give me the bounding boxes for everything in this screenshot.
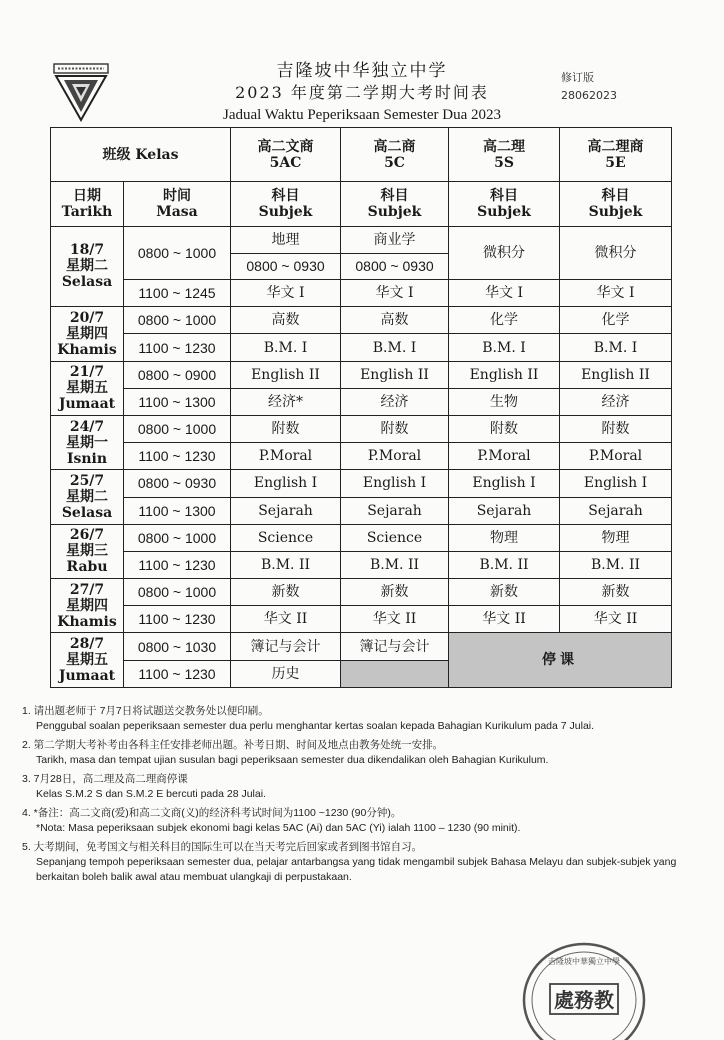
subject-cell: 簿记与会计 [231,633,341,660]
subject-cell: 新数 [560,579,672,606]
note-text-ms: Sepanjang tempoh peperiksaan semester dua, pelajar antarbangsa yang tidak mengambil subjek Bahasa Melayu dan subjek-subjek yang berkaitan boleh balik awal atau membuat ulangkaji di perpustakaan. [36,856,677,883]
note-item [22,704,712,734]
table-row [51,307,672,334]
subject-cell: 经济 [560,388,672,415]
subject-cell: B.M. II [231,551,341,578]
subject-cell: English I [231,470,341,497]
time-cell: 0800 ~ 1000 [124,415,231,442]
time-cell: 1100 ~ 1230 [124,660,231,687]
revision-code: 28062023 [561,89,617,102]
page-title: 2023 年度第二学期大考时间表 [235,83,489,102]
revision-label: 修订版 [561,71,594,84]
subject-cell: B.M. I [449,334,560,361]
table-row [51,551,672,578]
subject-cell: 簿记与会计 [341,633,449,660]
page-subtitle: Jadual Waktu Peperiksaan Semester Dua 2023 [222,107,502,123]
subject-cell: English I [560,470,672,497]
time-cell: 1100 ~ 1230 [124,606,231,633]
subject-cell: Sejarah [560,497,672,524]
subject-cell: English II [560,361,672,388]
table-row [51,606,672,633]
subject-cell: P.Moral [231,443,341,470]
note-text-zh: 5. 大考期间，免考国文与相关科目的国际生可以在当天考完后回家或者到图书馆自习。 [22,841,423,853]
subject-cell: 地理 [231,226,341,253]
day-cell: 20/7 星期四 Khamis [51,307,124,361]
subject-cell: 华文 II [231,606,341,633]
subject-cell: B.M. II [341,551,449,578]
subject-cell: Sejarah [231,497,341,524]
table-row [51,361,672,388]
subject-cell: Science [341,524,449,551]
subject-cell: 附数 [231,415,341,442]
time-cell: 0800 ~ 0930 [124,470,231,497]
subject-cell: 高数 [341,307,449,334]
note-text-ms: *Nota: Masa peperiksaan subjek ekonomi bagi kelas 5AC (Ai) dan 5AC (Yi) ialah 1100 – 1230 (90 minit). [36,822,521,834]
subject-cell: English II [231,361,341,388]
subject-header: 科目 Subjek [341,182,449,226]
time-cell: 1100 ~ 1245 [124,280,231,307]
day-cell: 27/7 星期四 Khamis [51,579,124,633]
table-row [51,579,672,606]
subject-cell: 附数 [560,415,672,442]
class-header-5e: 高二理商 5E [560,128,672,182]
exam-timetable [50,127,672,688]
table-row [51,226,672,253]
class-label: 班级 Kelas [51,128,231,182]
subject-cell: 物理 [449,524,560,551]
time-cell: 1100 ~ 1230 [124,551,231,578]
subject-cell: 新数 [231,579,341,606]
day-cell: 21/7 星期五 Jumaat [51,361,124,415]
table-row [51,443,672,470]
subject-cell: English I [341,470,449,497]
table-row [51,415,672,442]
subject-cell: Sejarah [341,497,449,524]
subject-cell: Sejarah [449,497,560,524]
subject-cell: 华文 I [231,280,341,307]
subject-cell: 经济* [231,388,341,415]
subject-cell: 新数 [341,579,449,606]
table-row [51,388,672,415]
time-header: 时间 Masa [124,182,231,226]
time-cell: 0800 ~ 1030 [124,633,231,660]
subject-cell: B.M. I [341,334,449,361]
time-cell: 1100 ~ 1300 [124,388,231,415]
subject-time-cell: 0800 ~ 0930 [231,253,341,279]
subject-cell: 物理 [560,524,672,551]
stamp-ring-text: 吉隆坡中華獨立中學 [548,957,620,966]
time-cell: 1100 ~ 1230 [124,334,231,361]
subject-cell: English II [449,361,560,388]
subject-cell: 附数 [341,415,449,442]
note-item [22,840,712,885]
subject-cell: 微积分 [449,226,560,279]
table-row [51,633,672,660]
note-text-zh: 4. *备注：高二文商(爱)和高二文商(义)的经济科考试时间为1100 ~1230 (90分钟)。 [22,807,402,819]
time-cell: 1100 ~ 1300 [124,497,231,524]
stamp-text: 處務教 [554,988,614,1012]
note-text-ms: Kelas S.M.2 S dan S.M.2 E bercuti pada 28 Julai. [36,788,266,800]
subject-cell: 商业学 [341,226,449,253]
note-item [22,806,712,836]
time-cell: 0800 ~ 0900 [124,361,231,388]
subject-cell: 附数 [449,415,560,442]
notes-section [22,704,712,889]
subject-cell: B.M. II [449,551,560,578]
note-text-ms: Tarikh, masa dan tempat ujian susulan bagi peperiksaan semester dua dikendalikan oleh Bahagian Kurikulum. [36,754,549,766]
class-off-cell: 停课 [449,633,672,688]
subject-cell: B.M. II [560,551,672,578]
subject-cell: English II [341,361,449,388]
subject-cell: 化学 [449,307,560,334]
table-row [51,524,672,551]
table-row [51,334,672,361]
note-item [22,772,712,802]
subject-cell: 华文 II [341,606,449,633]
subject-cell: 华文 I [449,280,560,307]
subject-time-cell: 0800 ~ 0930 [341,253,449,279]
note-item [22,738,712,768]
subject-cell: 华文 II [560,606,672,633]
day-cell: 18/7 星期二 Selasa [51,226,124,307]
subject-header: 科目 Subjek [231,182,341,226]
note-text-zh: 3. 7月28日，高二理及高二理商停课 [22,773,188,785]
subject-header: 科目 Subjek [449,182,560,226]
column-header-row [51,182,672,226]
subject-cell: B.M. I [231,334,341,361]
subject-cell: P.Moral [560,443,672,470]
subject-header: 科目 Subjek [560,182,672,226]
subject-cell: Science [231,524,341,551]
table-row [51,497,672,524]
subject-cell: 新数 [449,579,560,606]
day-cell: 26/7 星期三 Rabu [51,524,124,578]
note-text-zh: 1. 请出题老师于 7月7日将试题送交教务处以便印刷。 [22,705,269,717]
subject-cell: 微积分 [560,226,672,279]
class-header-5c: 高二商 5C [341,128,449,182]
office-stamp-icon [520,940,648,1040]
revision-block [561,69,617,105]
time-cell: 0800 ~ 1000 [124,579,231,606]
subject-cell: P.Moral [449,443,560,470]
subject-cell: English I [449,470,560,497]
subject-cell: 华文 I [341,280,449,307]
table-row [51,280,672,307]
subject-cell: 华文 I [560,280,672,307]
note-text-zh: 2. 第二学期大考补考由各科主任安排老师出题。补考日期、时间及地点由教务处统一安排。 [22,739,444,751]
subject-cell: 生物 [449,388,560,415]
class-header-5ac: 高二文商 5AC [231,128,341,182]
subject-cell: P.Moral [341,443,449,470]
day-cell: 24/7 星期一 Isnin [51,415,124,469]
day-cell: 25/7 星期二 Selasa [51,470,124,524]
subject-cell: 化学 [560,307,672,334]
time-cell: 0800 ~ 1000 [124,524,231,551]
time-cell: 0800 ~ 1000 [124,307,231,334]
date-header: 日期 Tarikh [51,182,124,226]
school-name: 吉隆坡中华独立中学 [276,61,448,81]
time-cell: 0800 ~ 1000 [124,226,231,279]
empty-cell [341,660,449,687]
subject-cell: 经济 [341,388,449,415]
subject-cell: 历史 [231,660,341,687]
day-cell: 28/7 星期五 Jumaat [51,633,124,688]
subject-cell: 高数 [231,307,341,334]
table-row [51,470,672,497]
class-header-row [51,128,672,182]
subject-cell: 华文 II [449,606,560,633]
class-header-5s: 高二理 5S [449,128,560,182]
time-cell: 1100 ~ 1230 [124,443,231,470]
note-text-ms: Penggubal soalan peperiksaan semester dua perlu menghantar kertas soalan kepada Bahagian Kurikulum pada 7 Julai. [36,720,595,732]
subject-cell: B.M. I [560,334,672,361]
